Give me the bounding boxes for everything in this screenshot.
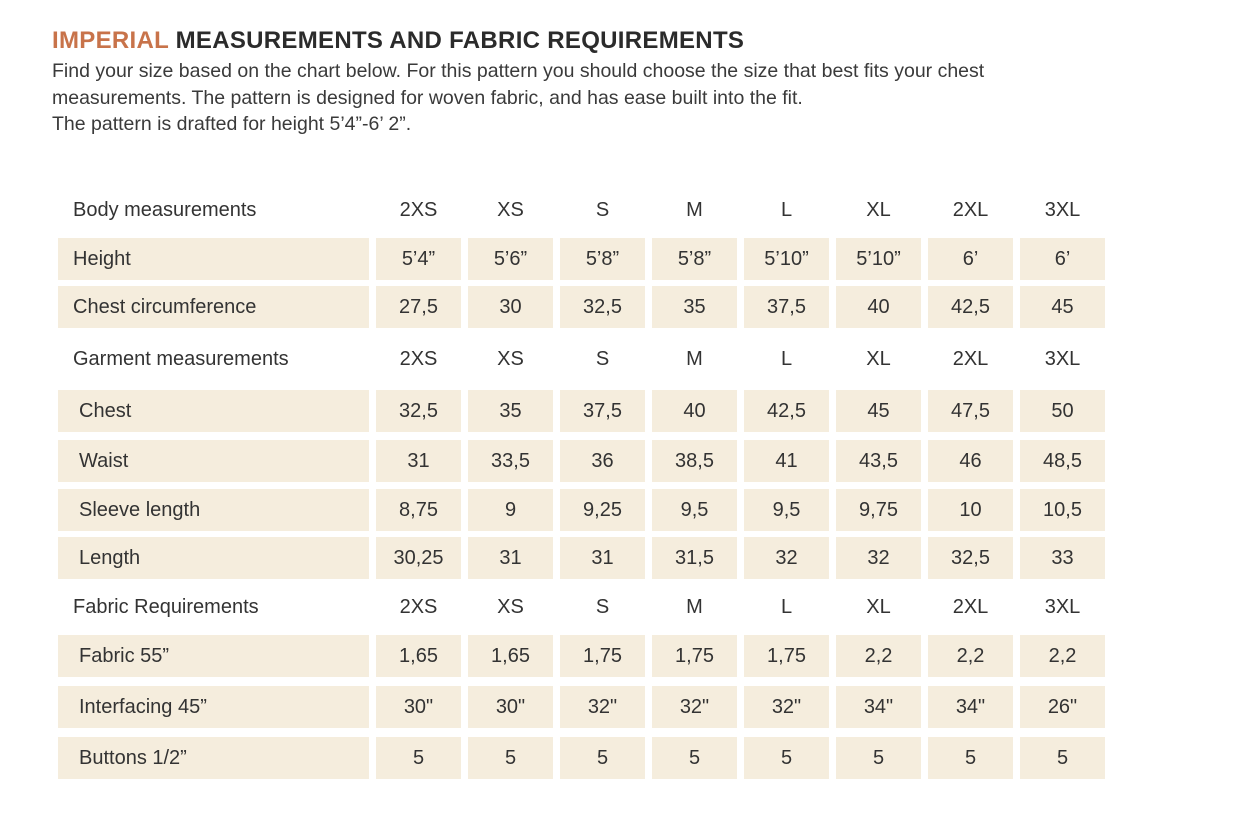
table-row [58,238,1105,280]
title-rest: MEASUREMENTS AND FABRIC REQUIREMENTS [168,27,745,54]
table-cell: 33 [1020,537,1105,579]
table-cell: 41 [744,440,829,482]
table-row [58,686,1105,728]
table-cell: 2,2 [928,635,1013,677]
table-cell: 31 [376,440,461,482]
section-title: Fabric Requirements [73,595,259,618]
table-cell: 1,75 [744,635,829,677]
table-cell: 5’8” [560,238,645,280]
table-cell: 5’4” [376,238,461,280]
row-label: Buttons 1/2” [58,737,369,779]
table-cell: 40 [652,390,737,432]
table-row [58,286,1105,328]
size-header: 2XL [952,198,989,221]
table-row [58,390,1105,432]
table-row [58,737,1105,779]
table-cell: 35 [652,286,737,328]
size-header: 2XS [399,595,438,618]
intro-text [52,58,1152,138]
table-cell: 27,5 [376,286,461,328]
table-cell: 6’ [928,238,1013,280]
row-label: Sleeve length [58,489,369,531]
title-accent: IMPERIAL [52,27,169,54]
section-header-garment [58,337,1105,381]
table-cell: 30,25 [376,537,461,579]
table-cell: 50 [1020,390,1105,432]
table-cell: 5 [928,737,1013,779]
table-cell: 34" [836,686,921,728]
size-header: L [780,595,793,618]
table-cell: 1,75 [652,635,737,677]
table-cell: 38,5 [652,440,737,482]
table-cell: 5 [836,737,921,779]
table-cell: 9,25 [560,489,645,531]
table-cell: 32,5 [928,537,1013,579]
table-cell: 9,5 [744,489,829,531]
table-cell: 1,75 [560,635,645,677]
row-label: Length [58,537,369,579]
section-header-fabric [58,585,1105,629]
table-cell: 31 [560,537,645,579]
table-cell: 9 [468,489,553,531]
table-cell: 40 [836,286,921,328]
table-cell: 42,5 [744,390,829,432]
size-header: 2XL [952,347,989,370]
table-row [58,635,1105,677]
row-label: Height [58,238,369,280]
table-cell: 32 [744,537,829,579]
size-header: L [780,198,793,221]
table-cell: 31,5 [652,537,737,579]
table-cell: 5 [376,737,461,779]
table-cell: 1,65 [468,635,553,677]
row-label: Interfacing 45” [58,686,369,728]
section-header-body [58,188,1105,232]
table-cell: 37,5 [560,390,645,432]
table-row [58,489,1105,531]
size-header: 3XL [1044,198,1081,221]
table-cell: 5’8” [652,238,737,280]
size-header: 3XL [1044,595,1081,618]
intro-line: measurements. The pattern is designed for woven fabric, and has ease built into the fit. [52,86,803,109]
table-cell: 5 [468,737,553,779]
size-header: XL [866,595,891,618]
size-header: 2XS [399,198,438,221]
table-cell: 43,5 [836,440,921,482]
section-title: Body measurements [73,198,257,221]
size-header: XS [497,347,524,370]
table-cell: 5’10” [744,238,829,280]
size-header: S [595,347,610,370]
size-header: 2XS [399,347,438,370]
table-cell: 30" [468,686,553,728]
size-header: M [686,198,703,221]
table-cell: 5 [744,737,829,779]
size-header: XS [497,595,524,618]
row-label: Fabric 55” [58,635,369,677]
size-header: S [595,595,610,618]
page-title [52,27,744,55]
table-cell: 10 [928,489,1013,531]
row-label: Waist [58,440,369,482]
table-cell: 5’10” [836,238,921,280]
size-header: 3XL [1044,347,1081,370]
table-cell: 48,5 [1020,440,1105,482]
row-label: Chest circumference [58,286,369,328]
table-cell: 47,5 [928,390,1013,432]
size-header: S [595,198,610,221]
table-cell: 30" [376,686,461,728]
table-row [58,440,1105,482]
table-cell: 42,5 [928,286,1013,328]
table-cell: 5 [652,737,737,779]
table-cell: 30 [468,286,553,328]
intro-line: Find your size based on the chart below. For this pattern you should choose the size that best fits your chest [52,60,985,82]
size-header: XL [866,347,891,370]
table-cell: 1,65 [376,635,461,677]
table-row [58,537,1105,579]
table-cell: 31 [468,537,553,579]
table-cell: 32,5 [560,286,645,328]
table-cell: 37,5 [744,286,829,328]
table-cell: 35 [468,390,553,432]
table-cell: 32" [560,686,645,728]
table-cell: 9,5 [652,489,737,531]
table-cell: 32,5 [376,390,461,432]
table-cell: 6’ [1020,238,1105,280]
table-cell: 2,2 [1020,635,1105,677]
table-cell: 32" [744,686,829,728]
table-cell: 34" [928,686,1013,728]
size-header: M [686,347,703,370]
table-cell: 45 [1020,286,1105,328]
table-cell: 33,5 [468,440,553,482]
table-cell: 10,5 [1020,489,1105,531]
table-cell: 45 [836,390,921,432]
size-header: 2XL [952,595,989,618]
table-cell: 32 [836,537,921,579]
size-header: M [686,595,703,618]
table-cell: 36 [560,440,645,482]
table-cell: 5 [560,737,645,779]
intro-line: The pattern is drafted for height 5’4”-6’ 2”. [52,113,412,135]
row-label: Chest [58,390,369,432]
table-cell: 2,2 [836,635,921,677]
table-cell: 5 [1020,737,1105,779]
section-title: Garment measurements [73,347,289,370]
table-cell: 9,75 [836,489,921,531]
size-header: L [780,347,793,370]
size-header: XS [497,198,524,221]
table-cell: 32" [652,686,737,728]
table-cell: 5’6” [468,238,553,280]
table-cell: 8,75 [376,489,461,531]
table-cell: 26" [1020,686,1105,728]
size-header: XL [866,198,891,221]
table-cell: 46 [928,440,1013,482]
